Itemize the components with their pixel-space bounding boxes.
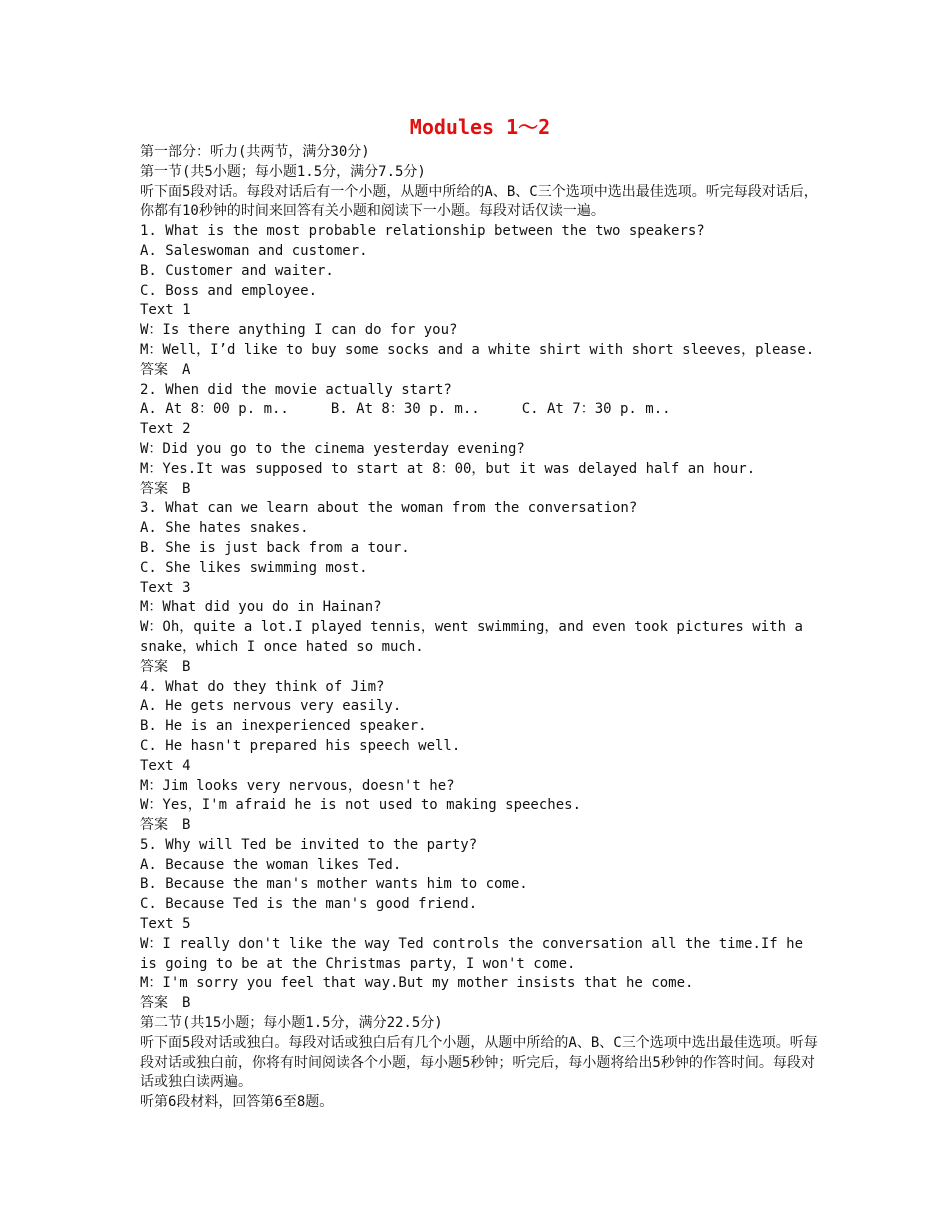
document-body xyxy=(140,143,820,1113)
text-line: M：Well，I’d like to buy some socks and a white shirt with short sleeves，please. xyxy=(140,341,815,358)
text-line: W：Yes，I'm afraid he is not used to making speeches. xyxy=(140,797,582,814)
text-line: W：Oh，quite a lot.I played tennis，went swimming，and even took pictures with a snake，which I once hated so much. xyxy=(140,619,812,655)
text-line: B. Customer and waiter. xyxy=(140,262,334,279)
text-line: M：Yes.It was supposed to start at 8：00，but it was delayed half an hour. xyxy=(140,460,756,477)
text-line: W：Is there anything I can do for you? xyxy=(140,322,458,339)
text-line: B. He is an inexperienced speaker. xyxy=(140,718,427,735)
text-line: A. She hates snakes. xyxy=(140,520,309,537)
text-line: 答案 B xyxy=(140,658,191,675)
text-line: 第一节(共5小题；每小题1.5分，满分7.5分) xyxy=(140,163,426,180)
text-line: 听下面5段对话。每段对话后有一个小题，从题中所给的A、B、C三个选项中选出最佳选项。听完每段对话后，你都有10秒钟的时间来回答有关小题和阅读下一小题。每段对话仅读一遍。 xyxy=(140,183,818,220)
text-line: 听第6段材料，回答第6至8题。 xyxy=(140,1094,334,1111)
text-line: M：What did you do in Hainan? xyxy=(140,599,382,616)
text-line: M：I'm sorry you feel that way.But my mother insists that he come. xyxy=(140,975,694,992)
text-line: 答案 B xyxy=(140,480,191,497)
text-line: 听下面5段对话或独白。每段对话或独白后有几个小题，从题中所给的A、B、C三个选项中选出最佳选项。听每段对话或独白前，你将有时间阅读各个小题，每小题5秒钟；听完后，每小题将给出5秒钟的作答时间。每段对话或独白读两遍。 xyxy=(140,1034,818,1091)
text-line: C. Boss and employee. xyxy=(140,282,318,299)
text-line: 答案 B xyxy=(140,995,191,1012)
text-line: 第一部分：听力(共两节，满分30分) xyxy=(140,144,370,160)
document-page xyxy=(140,112,820,1113)
page-title: Modules 1～2 xyxy=(409,115,551,139)
text-line: C. Because Ted is the man's good friend. xyxy=(140,896,478,913)
text-line: Text 4 xyxy=(140,757,191,774)
text-line: 答案 A xyxy=(140,361,191,378)
text-line: 答案 B xyxy=(140,817,191,834)
text-line: 1. What is the most probable relationship between the two speakers? xyxy=(140,223,705,240)
text-line: 4. What do they think of Jim? xyxy=(140,678,385,695)
text-line: C. She likes swimming most. xyxy=(140,559,368,576)
text-line: Text 5 xyxy=(140,916,191,933)
text-line: M：Jim looks very nervous，doesn't he? xyxy=(140,777,455,794)
text-line: Text 2 xyxy=(140,421,191,438)
text-line: A. Because the woman likes Ted. xyxy=(140,856,402,873)
text-line: 2. When did the movie actually start? xyxy=(140,381,452,398)
text-line: 3. What can we learn about the woman from the conversation? xyxy=(140,500,638,517)
text-line: A. Saleswoman and customer. xyxy=(140,242,368,259)
text-line: 5. Why will Ted be invited to the party? xyxy=(140,836,478,853)
text-line: A. At 8：00 p. m.. B. At 8：30 p. m.. C. At 7：30 p. m.. xyxy=(140,401,671,418)
text-line: W：I really don't like the way Ted controls the conversation all the time.If he is going to be at the Christmas party，I won't come. xyxy=(140,935,812,972)
text-line: Text 1 xyxy=(140,302,191,319)
text-line: C. He hasn't prepared his speech well. xyxy=(140,737,461,754)
text-line: W：Did you go to the cinema yesterday evening? xyxy=(140,440,525,457)
text-line: 第二节(共15小题；每小题1.5分，满分22.5分) xyxy=(140,1015,443,1032)
text-line: B. Because the man's mother wants him to come. xyxy=(140,876,528,893)
text-line: B. She is just back from a tour. xyxy=(140,539,410,556)
text-line: A. He gets nervous very easily. xyxy=(140,698,402,715)
text-line: Text 3 xyxy=(140,579,191,596)
